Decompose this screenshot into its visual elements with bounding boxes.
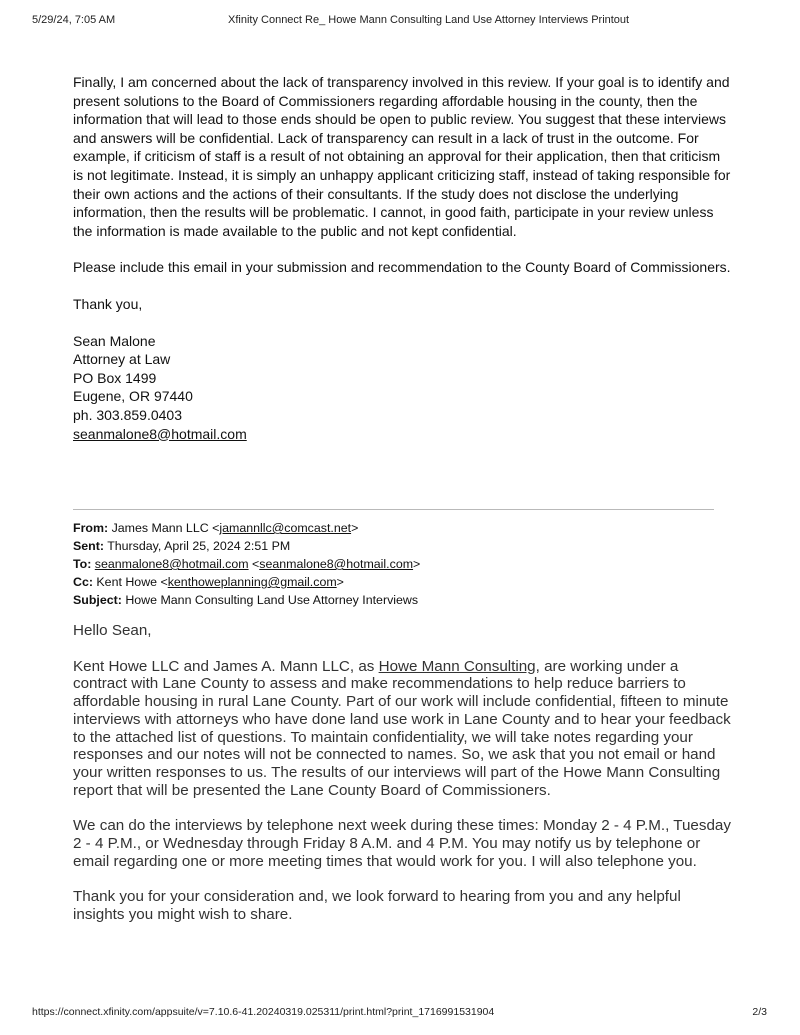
- sent-label: Sent:: [73, 539, 104, 553]
- to-email-link[interactable]: seanmalone8@hotmail.com: [94, 557, 249, 571]
- reply-paragraph: Finally, I am concerned about the lack of transparency involved in this review. If your goal is to identify and present solutions to the Board of Commissioners regarding affordable housing in the county, then the information that will lead to those ends should be open to public review. You suggest that these interviews and answers will be confidential. Lack of transparency can result in a lack of trust in the outcome. For example, if criticism of staff is a result of not obtaining an approval for their application, then that criticism is not legitimate. Instead, it is simply an unhappy applicant criticizing staff, instead of taking responsible for their own actions and the actions of their consultants. If the study does not disclose the underlying information, then the results will be problematic. I cannot, in good faith, participate in your review unless the information is made available to the public and not kept confidential.: [73, 74, 731, 239]
- signature-email-link[interactable]: seanmalone8@hotmail.com: [73, 425, 247, 442]
- cc-line: [73, 573, 733, 591]
- to-line: [73, 555, 733, 573]
- sent-value: Thursday, April 25, 2024 2:51 PM: [107, 539, 291, 553]
- print-footer-url: https://connect.xfinity.com/appsuite/v=7.10.6-41.20240319.025311/print.html?print_1716991531904: [32, 1006, 495, 1018]
- to-open: <: [248, 557, 260, 571]
- subject-line: [73, 591, 733, 609]
- to-label: To:: [73, 557, 92, 571]
- cc-close: >: [336, 575, 344, 589]
- to-close: >: [413, 557, 421, 571]
- to-email-link-2[interactable]: seanmalone8@hotmail.com: [259, 557, 414, 571]
- signature-phone: ph. 303.859.0403: [73, 406, 182, 423]
- signature-block: [73, 332, 733, 444]
- reply-closing: Thank you,: [73, 295, 143, 312]
- print-footer-page-number: 2/3: [752, 1006, 767, 1018]
- cc-label: Cc:: [73, 575, 93, 589]
- from-label: From:: [73, 521, 109, 535]
- howe-mann-consulting-link[interactable]: Howe Mann Consulting: [378, 657, 536, 675]
- cc-name: Kent Howe <: [96, 575, 168, 589]
- para1-post: , are working under a contract with Lane County to assess and make recommendations to help reduce barriers to affordable housing in rural Lane County. Part of our work will include confidential, fifteen to minute interviews with attorneys who have done land use work in Lane County and to hear your feedback to the attached list of questions. To maintain confidentiality, we will take notes regarding your responses and our notes will not be connected to names. So, we ask that you not email or hand your written responses to us. The results of our interviews will part of the Howe Mann Consulting report that will be presented the Lane County Board of Commissioners.: [73, 657, 731, 799]
- reply-paragraph: Please include this email in your submission and recommendation to the County Board of Commissioners.: [73, 259, 731, 276]
- cc-email-link[interactable]: kenthoweplanning@gmail.com: [167, 575, 337, 589]
- body-paragraph: [73, 658, 733, 800]
- body-paragraph: We can do the interviews by telephone next week during these times: Monday 2 - 4 P.M., Tuesday 2 - 4 P.M., or Wednesday through Friday 8 A.M. and 4 P.M. You may notify us by telephone or email regarding one or more meeting times that would work for you. I will also telephone you.: [73, 817, 731, 870]
- signature-title: Attorney at Law: [73, 351, 171, 368]
- signature-address-line2: Eugene, OR 97440: [73, 388, 193, 405]
- body-paragraph: Thank you for your consideration and, we look forward to hearing from you and any helpful insights you might wish to share.: [73, 888, 681, 924]
- from-name: James Mann LLC <: [111, 521, 220, 535]
- para1-pre: Kent Howe LLC and James A. Mann LLC, as: [73, 657, 379, 675]
- message-separator: [73, 509, 714, 510]
- signature-name: Sean Malone: [73, 332, 156, 349]
- signature-address-line1: PO Box 1499: [73, 369, 157, 386]
- subject-value: Howe Mann Consulting Land Use Attorney Interviews: [125, 593, 419, 607]
- from-email-link[interactable]: jamannllc@comcast.net: [219, 521, 352, 535]
- greeting: Hello Sean,: [73, 622, 152, 639]
- print-header-title: Xfinity Connect Re_ Howe Mann Consulting Land Use Attorney Interviews Printout: [228, 14, 630, 26]
- sent-line: [73, 537, 733, 555]
- original-message-header: [73, 519, 733, 609]
- from-line: [73, 519, 733, 537]
- from-close: >: [351, 521, 359, 535]
- subject-label: Subject:: [73, 593, 122, 607]
- reply-body: [73, 73, 733, 443]
- print-header-datetime: 5/29/24, 7:05 AM: [32, 14, 116, 26]
- original-message-body: [73, 622, 733, 924]
